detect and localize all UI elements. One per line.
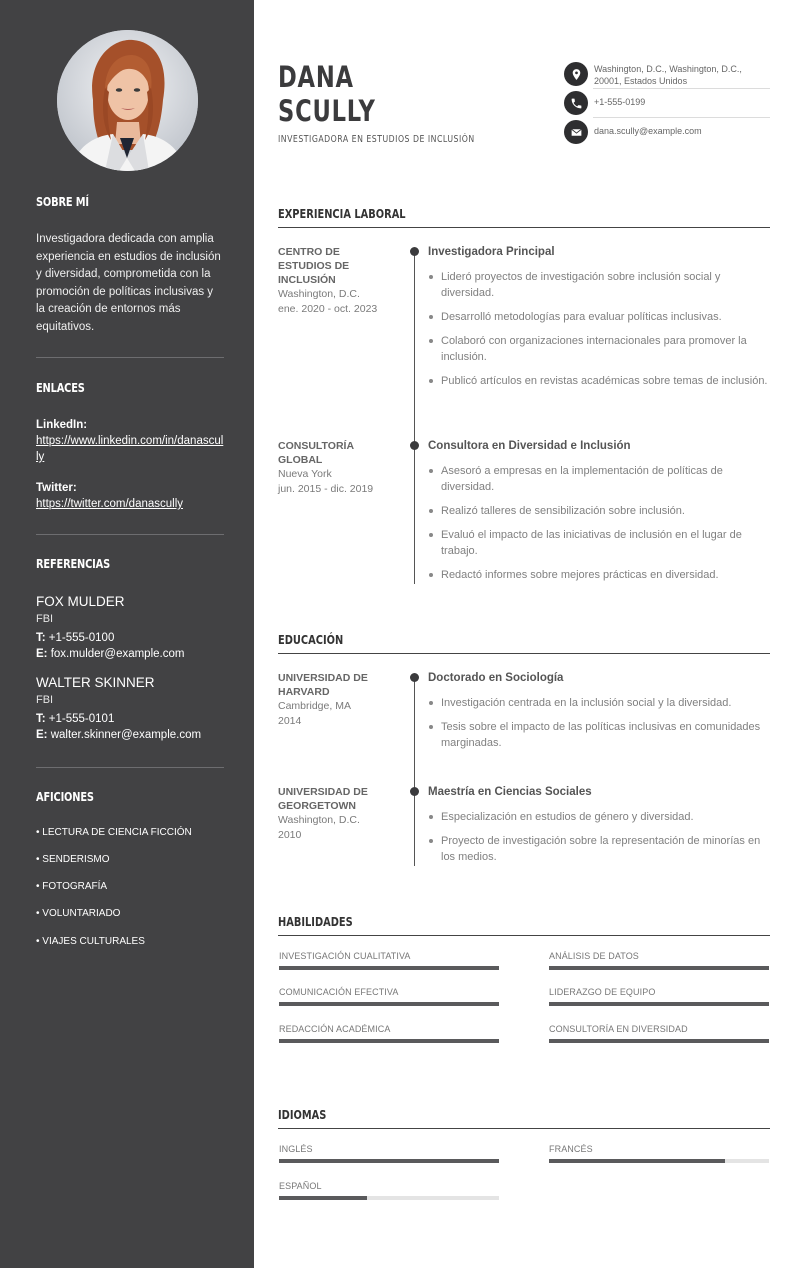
skill-item — [279, 1023, 500, 1043]
address-line: Washington, D.C., Washington, D.C., — [594, 64, 742, 74]
language-level-fill — [279, 1159, 499, 1163]
experience-detail — [428, 439, 770, 591]
skill-bar — [549, 1039, 769, 1043]
skill-level-fill — [549, 1002, 769, 1006]
phone-icon — [564, 91, 588, 115]
references-title: REFERENCIAS — [36, 557, 111, 571]
skill-bar — [279, 966, 499, 970]
institution-name: UNIVERSIDAD DE HARVARD — [278, 672, 368, 698]
skill-bar — [279, 1002, 499, 1006]
institution-name: UNIVERSIDAD DE GEORGETOWN — [278, 786, 368, 812]
about-section — [36, 195, 224, 209]
achievement-item: Redactó informes sobre mejores prácticas en diversidad. — [428, 567, 770, 583]
about-text: Investigadora dedicada con amplia experiencia en estudios de inclusión y diversidad, comprometida con la promoción de políticas inclusivas y la creación de entornos más equitativos. — [36, 233, 221, 333]
organization-name: CONSULTORÍA GLOBAL — [278, 440, 354, 466]
phone-value: +1-555-0100 — [48, 632, 115, 644]
email-value: walter.skinner@example.com — [50, 729, 202, 741]
reference-email — [36, 646, 224, 662]
link-label: Twitter: — [36, 482, 77, 494]
contact-address — [564, 62, 770, 87]
last-name: SCULLY — [278, 94, 376, 128]
education-list — [428, 695, 770, 751]
degree-title: Doctorado en Sociología — [428, 672, 564, 684]
education-list — [428, 809, 770, 865]
phone-label: T: — [36, 713, 46, 725]
skill-name: ANÁLISIS DE DATOS — [549, 951, 639, 961]
address-text — [594, 62, 742, 87]
reference-name: FOX MULDER — [36, 594, 125, 609]
experience-meta — [278, 439, 388, 496]
position-title: Investigadora Principal — [428, 246, 555, 258]
language-bar — [279, 1196, 499, 1200]
skill-bar — [279, 1039, 499, 1043]
language-bar — [549, 1159, 769, 1163]
language-name: ESPAÑOL — [279, 1181, 322, 1191]
skill-name: INVESTIGACIÓN CUALITATIVA — [279, 951, 411, 961]
reference-name: WALTER SKINNER — [36, 675, 155, 690]
language-name: INGLÉS — [279, 1144, 313, 1154]
education-item: Especialización en estudios de género y diversidad. — [428, 809, 770, 825]
contact-divider — [593, 117, 770, 118]
section-rule — [278, 227, 770, 228]
experience-meta — [278, 245, 388, 316]
contact-phone — [564, 91, 770, 115]
portrait-image — [57, 30, 198, 171]
hobby-item: • LECTURA DE CIENCIA FICCIÓN — [36, 827, 192, 838]
timeline-line — [414, 252, 415, 584]
location-pin-icon — [564, 62, 588, 86]
education-item: Tesis sobre el impacto de las políticas inclusivas en comunidades marginadas. — [428, 719, 770, 751]
degree-title: Maestría en Ciencias Sociales — [428, 786, 592, 798]
achievement-item: Evaluó el impacto de las iniciativas de inclusión en el lugar de trabajo. — [428, 527, 770, 559]
reference-item — [36, 674, 224, 743]
language-item — [279, 1180, 500, 1200]
skill-item — [549, 986, 770, 1006]
organization-location: Nueva York — [278, 468, 332, 480]
first-name: DANA — [278, 60, 354, 94]
skill-name: COMUNICACIÓN EFECTIVA — [279, 987, 399, 997]
hobby-item: • SENDERISMO — [36, 854, 110, 865]
language-level-fill — [549, 1159, 725, 1163]
education-title: EDUCACIÓN — [278, 633, 344, 647]
skill-name: LIDERAZGO DE EQUIPO — [549, 987, 656, 997]
email-value: fox.mulder@example.com — [50, 648, 185, 660]
achievement-list — [428, 463, 770, 583]
links-section — [36, 381, 224, 395]
reference-item — [36, 593, 224, 662]
reference-phone — [36, 630, 224, 646]
sidebar-divider — [36, 357, 224, 358]
education-item: Proyecto de investigación sobre la representación de minorías en los medios. — [428, 833, 770, 865]
envelope-icon — [564, 120, 588, 144]
skill-level-fill — [549, 966, 769, 970]
skill-level-fill — [549, 1039, 769, 1043]
achievement-item: Asesoró a empresas en la implementación de políticas de diversidad. — [428, 463, 770, 495]
address-line: 20001, Estados Unidos — [594, 75, 688, 86]
institution-location: Washington, D.C. — [278, 814, 360, 826]
timeline-dot — [410, 247, 419, 256]
achievement-item: Colaboró con organizaciones internacionales para promover la inclusión. — [428, 333, 770, 365]
graduation-year: 2010 — [278, 828, 302, 841]
skill-bar — [549, 1002, 769, 1006]
education-item: Investigación centrada en la inclusión social y la diversidad. — [428, 695, 770, 711]
organization-name: CENTRO DE ESTUDIOS DE INCLUSIÓN — [278, 246, 350, 286]
skill-item — [279, 950, 500, 970]
candidate-role: INVESTIGADORA EN ESTUDIOS DE INCLUSIÓN — [278, 134, 475, 145]
language-level-fill — [279, 1196, 367, 1200]
link-twitter — [36, 480, 224, 512]
phone-text: +1-555-0199 — [594, 97, 646, 107]
linkedin-link[interactable]: https://www.linkedin.com/in/danascully — [36, 435, 224, 463]
references-section — [36, 557, 224, 571]
achievement-item: Publicó artículos en revistas académicas sobre temas de inclusión. — [428, 373, 770, 389]
twitter-link[interactable]: https://twitter.com/danascully — [36, 498, 184, 510]
timeline-dot — [410, 673, 419, 682]
phone-value: +1-555-0101 — [48, 713, 115, 725]
organization-location: Washington, D.C. — [278, 288, 360, 300]
skill-name: CONSULTORÍA EN DIVERSIDAD — [549, 1024, 688, 1034]
education-meta — [278, 671, 388, 728]
sidebar-divider — [36, 534, 224, 535]
candidate-name — [278, 60, 376, 128]
skill-level-fill — [279, 966, 499, 970]
email-text[interactable]: dana.scully@example.com — [594, 126, 702, 136]
contact-email — [564, 120, 770, 144]
section-rule — [278, 935, 770, 936]
experience-title: EXPERIENCIA LABORAL — [278, 207, 406, 221]
hobby-item: • FOTOGRAFÍA — [36, 881, 108, 892]
reference-email — [36, 727, 224, 743]
section-rule — [278, 1128, 770, 1129]
skill-level-fill — [279, 1039, 499, 1043]
education-meta — [278, 785, 388, 842]
achievement-item: Desarrolló metodologías para evaluar políticas inclusivas. — [428, 309, 770, 325]
sidebar-divider — [36, 767, 224, 768]
date-range: ene. 2020 - oct. 2023 — [278, 302, 378, 315]
language-bar — [279, 1159, 499, 1163]
language-item — [279, 1143, 500, 1163]
link-linkedin — [36, 417, 224, 465]
skill-item — [279, 986, 500, 1006]
achievement-item: Realizó talleres de sensibilización sobre inclusión. — [428, 503, 770, 519]
about-title: SOBRE MÍ — [36, 195, 89, 209]
language-name: FRANCÉS — [549, 1144, 593, 1154]
contact-divider — [593, 88, 770, 89]
reference-org: FBI — [36, 694, 54, 706]
languages-title: IDIOMAS — [278, 1108, 327, 1122]
language-item — [549, 1143, 770, 1163]
profile-photo — [57, 30, 198, 171]
timeline-dot — [410, 787, 419, 796]
graduation-year: 2014 — [278, 714, 302, 727]
skills-title: HABILIDADES — [278, 915, 353, 929]
education-detail — [428, 671, 770, 759]
experience-detail — [428, 245, 770, 397]
link-label: LinkedIn: — [36, 419, 88, 431]
reference-org: FBI — [36, 613, 54, 625]
position-title: Consultora en Diversidad e Inclusión — [428, 440, 631, 452]
email-label: E: — [36, 729, 48, 741]
timeline-line — [414, 678, 415, 866]
skill-name: REDACCIÓN ACADÉMICA — [279, 1024, 391, 1034]
achievement-item: Lideró proyectos de investigación sobre inclusión social y diversidad. — [428, 269, 770, 301]
skill-item — [549, 1023, 770, 1043]
hobby-item: • VOLUNTARIADO — [36, 908, 121, 919]
phone-label: T: — [36, 632, 46, 644]
skill-item — [549, 950, 770, 970]
email-label: E: — [36, 648, 48, 660]
sidebar — [0, 0, 254, 1268]
timeline-dot — [410, 441, 419, 450]
hobby-item: • VIAJES CULTURALES — [36, 936, 145, 947]
hobbies-section — [36, 790, 224, 804]
institution-location: Cambridge, MA — [278, 700, 351, 712]
achievement-list — [428, 269, 770, 389]
hobbies-title: AFICIONES — [36, 790, 94, 804]
date-range: jun. 2015 - dic. 2019 — [278, 482, 374, 495]
section-rule — [278, 653, 770, 654]
reference-phone — [36, 711, 224, 727]
education-detail — [428, 785, 770, 873]
links-title: ENLACES — [36, 381, 85, 395]
skill-level-fill — [279, 1002, 499, 1006]
skill-bar — [549, 966, 769, 970]
